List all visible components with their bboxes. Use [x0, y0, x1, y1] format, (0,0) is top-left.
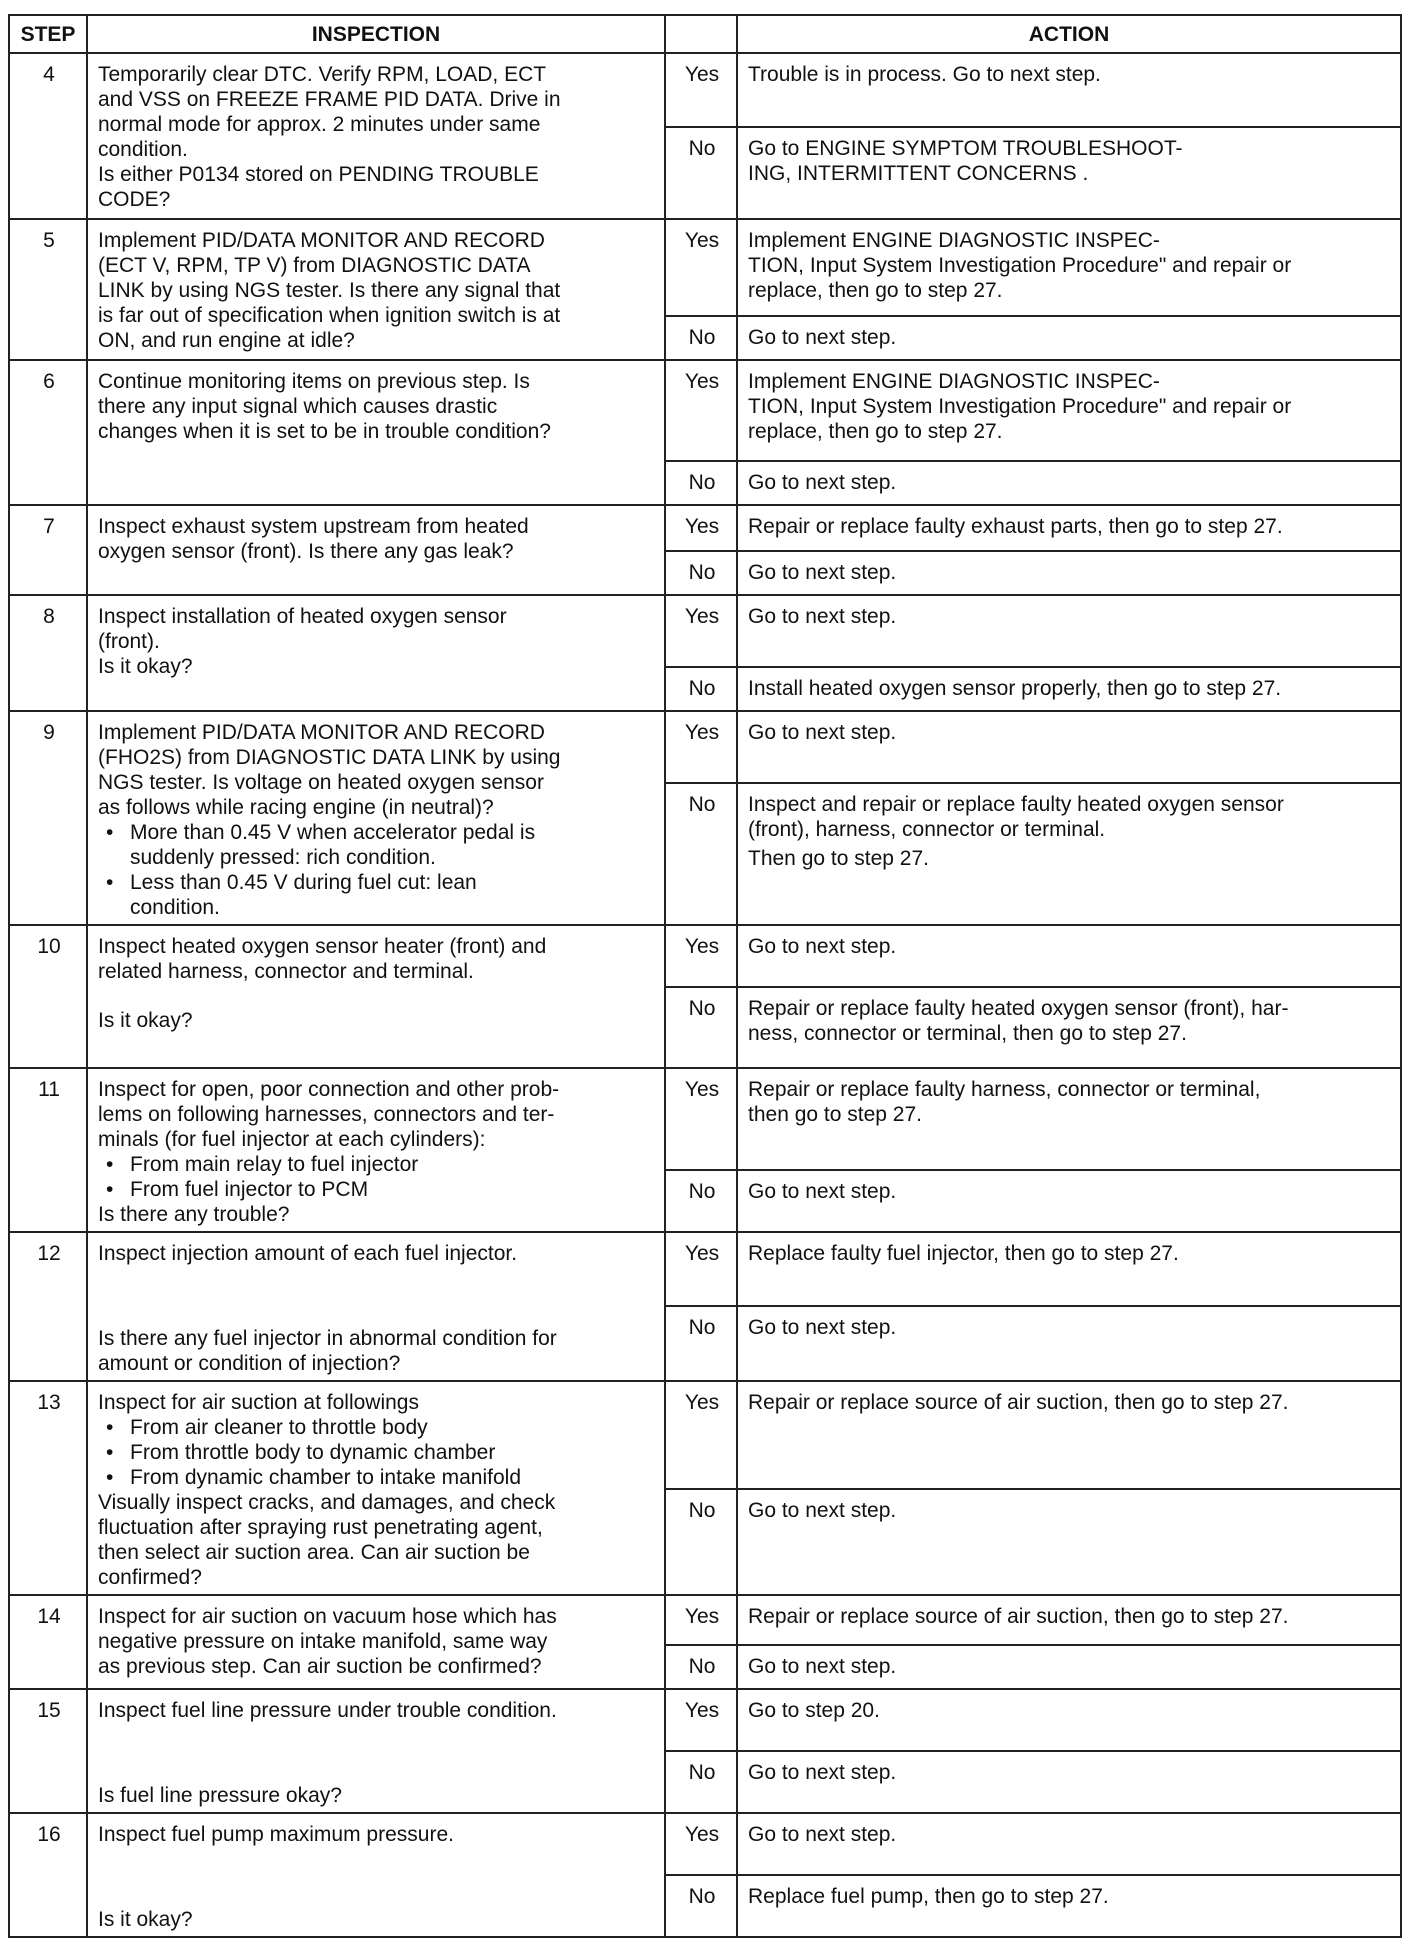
no-action	[737, 1645, 1401, 1689]
inspection-cell	[87, 1689, 665, 1813]
table-row	[9, 1813, 1401, 1875]
inspection-line: LINK by using NGS tester. Is there any signal that	[98, 279, 561, 302]
bullet-item	[98, 1152, 656, 1177]
spacer	[98, 1266, 656, 1326]
inspection-line: Inspect fuel pump maximum pressure.	[98, 1823, 454, 1846]
table-row	[9, 219, 1401, 316]
action-line: Go to next step.	[748, 1179, 897, 1203]
no-action	[737, 1751, 1401, 1813]
inspection-question: Is fuel line pressure okay?	[98, 1784, 342, 1807]
inspection-line: Temporarily clear DTC. Verify RPM, LOAD, ECT	[98, 63, 547, 86]
action-line: Repair or replace faulty exhaust parts, then go to step 27.	[748, 515, 1283, 538]
inspection-question: Is it okay?	[98, 1009, 193, 1032]
action-line: Go to next step.	[748, 935, 897, 958]
inspection-line: as follows while racing engine (in neutral)?	[98, 796, 494, 819]
inspection-line: negative pressure on intake manifold, same way	[98, 1630, 548, 1653]
no-label: No	[665, 1170, 737, 1232]
action-line: Replace faulty fuel injector, then go to step 27.	[748, 1242, 1179, 1265]
step-number: 10	[9, 925, 87, 1068]
no-label: No	[665, 1751, 737, 1813]
yes-action	[737, 1595, 1401, 1645]
inspection-line: is far out of specification when ignition switch is at	[98, 304, 561, 327]
action-line: Implement ENGINE DIAGNOSTIC INSPEC-	[748, 229, 1160, 252]
yes-label: Yes	[665, 1813, 737, 1875]
bullet-list	[98, 1152, 656, 1202]
inspection-line: (front).	[98, 630, 160, 653]
inspection-cell	[87, 1381, 665, 1595]
action-line: Go to next step.	[748, 326, 897, 349]
action-line: Go to next step.	[748, 1499, 897, 1523]
action-line: Go to ENGINE SYMPTOM TROUBLESHOOT-	[748, 137, 1183, 160]
step-number: 13	[9, 1381, 87, 1595]
yes-action	[737, 1232, 1401, 1306]
yes-label: Yes	[665, 505, 737, 551]
action-line: Go to next step.	[748, 471, 897, 494]
inspection-line: CODE?	[98, 188, 171, 211]
inspection-line: Implement PID/DATA MONITOR AND RECORD	[98, 721, 545, 744]
header-action: ACTION	[737, 15, 1401, 53]
bullet-list	[98, 1415, 656, 1490]
yes-action	[737, 1381, 1401, 1489]
bullet-item	[98, 820, 656, 870]
inspection-line: normal mode for approx. 2 minutes under same	[98, 113, 541, 136]
action-line: Go to next step.	[748, 1823, 897, 1846]
yes-label: Yes	[665, 360, 737, 461]
action-line: Go to step 20.	[748, 1699, 880, 1722]
yes-label: Yes	[665, 925, 737, 987]
spacer	[98, 1723, 656, 1783]
inspection-line: NGS tester. Is voltage on heated oxygen sensor	[98, 771, 544, 794]
no-label: No	[665, 1306, 737, 1381]
inspection-line: Inspect installation of heated oxygen sensor	[98, 605, 507, 628]
inspection-line: Implement PID/DATA MONITOR AND RECORD	[98, 229, 545, 252]
inspection-line: minals (for fuel injector at each cylinders):	[98, 1128, 486, 1151]
yes-action	[737, 1068, 1401, 1170]
yes-label: Yes	[665, 1595, 737, 1645]
inspection-line: fluctuation after spraying rust penetrating agent,	[98, 1516, 543, 1539]
inspection-line: ON, and run engine at idle?	[98, 329, 355, 352]
inspection-line: confirmed?	[98, 1566, 202, 1589]
inspection-line: Inspect for air suction on vacuum hose which has	[98, 1605, 557, 1628]
no-action	[737, 1489, 1401, 1595]
action-line: Repair or replace source of air suction, then go to step 27.	[748, 1391, 1289, 1414]
header-row	[9, 15, 1401, 53]
no-action	[737, 783, 1401, 925]
yes-action	[737, 505, 1401, 551]
inspection-cell	[87, 595, 665, 711]
inspection-line: related harness, connector and terminal.	[98, 960, 474, 983]
yes-label: Yes	[665, 1232, 737, 1306]
no-action	[737, 1170, 1401, 1232]
inspection-cell	[87, 1813, 665, 1937]
inspection-line: Inspect injection amount of each fuel injector.	[98, 1242, 518, 1265]
spacer	[98, 984, 656, 1008]
inspection-line: Continue monitoring items on previous step. Is	[98, 370, 530, 393]
inspection-cell	[87, 925, 665, 1068]
no-label: No	[665, 127, 737, 219]
bullet-list	[98, 820, 656, 920]
inspection-cell	[87, 711, 665, 925]
table-row	[9, 53, 1401, 127]
spacer	[98, 1847, 656, 1907]
no-action	[737, 316, 1401, 360]
bullet-line: • More than 0.45 V when accelerator pedal is	[130, 821, 536, 844]
inspection-cell	[87, 1595, 665, 1689]
inspection-line: condition.	[98, 138, 188, 161]
action-line: ING, INTERMITTENT CONCERNS .	[748, 162, 1089, 185]
no-action	[737, 461, 1401, 505]
table-row	[9, 1689, 1401, 1751]
action-line: then go to step 27.	[748, 1103, 922, 1126]
inspection-line: (ECT V, RPM, TP V) from DIAGNOSTIC DATA	[98, 254, 531, 277]
yes-label: Yes	[665, 219, 737, 316]
bullet-line: • From fuel injector to PCM	[130, 1178, 369, 1201]
no-action	[737, 1306, 1401, 1381]
table-row	[9, 505, 1401, 551]
inspection-line: oxygen sensor (front). Is there any gas leak?	[98, 540, 514, 563]
yes-label: Yes	[665, 1068, 737, 1170]
action-line: Install heated oxygen sensor properly, then go to step 27.	[748, 677, 1282, 700]
bullet-item	[98, 1465, 656, 1490]
no-label: No	[665, 1645, 737, 1689]
bullet-line: • Less than 0.45 V during fuel cut: lean	[130, 871, 477, 894]
action-line: Trouble is in process. Go to next step.	[748, 63, 1101, 86]
inspection-line: Is either P0134 stored on PENDING TROUBLE	[98, 163, 539, 186]
inspection-line: Inspect for open, poor connection and other prob-	[98, 1078, 560, 1101]
inspection-cell	[87, 505, 665, 595]
yes-action	[737, 360, 1401, 461]
no-label: No	[665, 1489, 737, 1595]
action-line: (front), harness, connector or terminal.	[748, 818, 1106, 842]
no-action	[737, 987, 1401, 1068]
inspection-line: Is there any trouble?	[98, 1203, 290, 1226]
action-line: Replace fuel pump, then go to step 27.	[748, 1885, 1109, 1908]
inspection-cell	[87, 219, 665, 360]
no-action	[737, 667, 1401, 711]
action-line: TION, Input System Investigation Procedure" and repair or	[748, 254, 1292, 277]
troubleshooting-table	[8, 14, 1402, 1938]
action-line: Inspect and repair or replace faulty heated oxygen sensor	[748, 793, 1284, 817]
no-label: No	[665, 316, 737, 360]
bullet-line: • From main relay to fuel injector	[130, 1153, 419, 1176]
inspection-line: (FHO2S) from DIAGNOSTIC DATA LINK by using	[98, 746, 561, 769]
no-label: No	[665, 987, 737, 1068]
action-line: Then go to step 27.	[748, 847, 929, 871]
yes-action	[737, 219, 1401, 316]
no-action	[737, 127, 1401, 219]
table-row	[9, 1595, 1401, 1645]
action-line: Go to next step.	[748, 1655, 897, 1678]
action-line: Go to next step.	[748, 1315, 897, 1339]
step-number: 8	[9, 595, 87, 711]
inspection-line: Is it okay?	[98, 655, 193, 678]
yes-action	[737, 1689, 1401, 1751]
step-number: 6	[9, 360, 87, 505]
step-number: 14	[9, 1595, 87, 1689]
inspection-line: as previous step. Can air suction be confirmed?	[98, 1655, 542, 1678]
inspection-question: Is there any fuel injector in abnormal condition for	[98, 1327, 557, 1350]
no-label: No	[665, 783, 737, 925]
inspection-line: Inspect heated oxygen sensor heater (front) and	[98, 935, 547, 958]
no-label: No	[665, 1875, 737, 1937]
action-line: ness, connector or terminal, then go to step 27.	[748, 1022, 1187, 1045]
step-number: 7	[9, 505, 87, 595]
table-row	[9, 595, 1401, 667]
action-line: Repair or replace source of air suction, then go to step 27.	[748, 1605, 1289, 1628]
action-line: replace, then go to step 27.	[748, 420, 1003, 443]
step-number: 11	[9, 1068, 87, 1232]
action-line: Go to next step.	[748, 561, 897, 584]
yes-action	[737, 925, 1401, 987]
inspection-line: Visually inspect cracks, and damages, and check	[98, 1491, 556, 1514]
inspection-line: there any input signal which causes drastic	[98, 395, 498, 418]
action-line: Repair or replace faulty heated oxygen sensor (front), har-	[748, 997, 1289, 1020]
table-row	[9, 711, 1401, 783]
table-row	[9, 1068, 1401, 1170]
yes-label: Yes	[665, 1689, 737, 1751]
bullet-item	[98, 1440, 656, 1465]
inspection-cell	[87, 360, 665, 505]
inspection-question: amount or condition of injection?	[98, 1352, 401, 1375]
step-number: 5	[9, 219, 87, 360]
inspection-cell	[87, 53, 665, 219]
header-inspection: INSPECTION	[87, 15, 665, 53]
bullet-line: • From air cleaner to throttle body	[130, 1416, 428, 1439]
no-action	[737, 551, 1401, 595]
step-number: 4	[9, 53, 87, 219]
bullet-line: • From dynamic chamber to intake manifold	[130, 1466, 521, 1489]
inspection-line: changes when it is set to be in trouble condition?	[98, 420, 551, 443]
no-label: No	[665, 461, 737, 505]
bullet-line: • From throttle body to dynamic chamber	[130, 1441, 496, 1464]
action-line: Go to next step.	[748, 721, 897, 744]
inspection-line: Inspect for air suction at followings	[98, 1391, 419, 1414]
yes-label: Yes	[665, 53, 737, 127]
action-line: Go to next step.	[748, 605, 897, 628]
bullet-line: suddenly pressed: rich condition.	[130, 846, 436, 869]
header-blank	[665, 15, 737, 53]
action-line: replace, then go to step 27.	[748, 279, 1003, 302]
action-line: Go to next step.	[748, 1761, 897, 1784]
no-label: No	[665, 667, 737, 711]
inspection-cell	[87, 1068, 665, 1232]
no-label: No	[665, 551, 737, 595]
header-step: STEP	[9, 15, 87, 53]
bullet-line: condition.	[130, 896, 220, 919]
action-line: Implement ENGINE DIAGNOSTIC INSPEC-	[748, 370, 1160, 393]
action-line: Repair or replace faulty harness, connector or terminal,	[748, 1078, 1261, 1101]
inspection-line: then select air suction area. Can air suction be	[98, 1541, 530, 1564]
yes-action	[737, 53, 1401, 127]
inspection-line: lems on following harnesses, connectors and ter-	[98, 1103, 555, 1126]
inspection-line: Inspect fuel line pressure under trouble condition.	[98, 1699, 557, 1722]
yes-label: Yes	[665, 711, 737, 783]
step-number: 9	[9, 711, 87, 925]
no-action	[737, 1875, 1401, 1937]
bullet-item	[98, 870, 656, 920]
step-number: 16	[9, 1813, 87, 1937]
yes-label: Yes	[665, 595, 737, 667]
step-number: 12	[9, 1232, 87, 1381]
step-number: 15	[9, 1689, 87, 1813]
yes-label: Yes	[665, 1381, 737, 1489]
yes-action	[737, 595, 1401, 667]
action-line: TION, Input System Investigation Procedure" and repair or	[748, 395, 1292, 418]
table-row	[9, 1232, 1401, 1306]
bullet-item	[98, 1415, 656, 1440]
inspection-cell	[87, 1232, 665, 1381]
inspection-line: Inspect exhaust system upstream from heated	[98, 515, 529, 538]
table-row	[9, 925, 1401, 987]
bullet-item	[98, 1177, 656, 1202]
yes-action	[737, 1813, 1401, 1875]
inspection-line: and VSS on FREEZE FRAME PID DATA. Drive in	[98, 88, 561, 111]
yes-action	[737, 711, 1401, 783]
table-row	[9, 360, 1401, 461]
table-row	[9, 1381, 1401, 1489]
table-body	[9, 53, 1401, 1937]
inspection-question: Is it okay?	[98, 1908, 193, 1931]
